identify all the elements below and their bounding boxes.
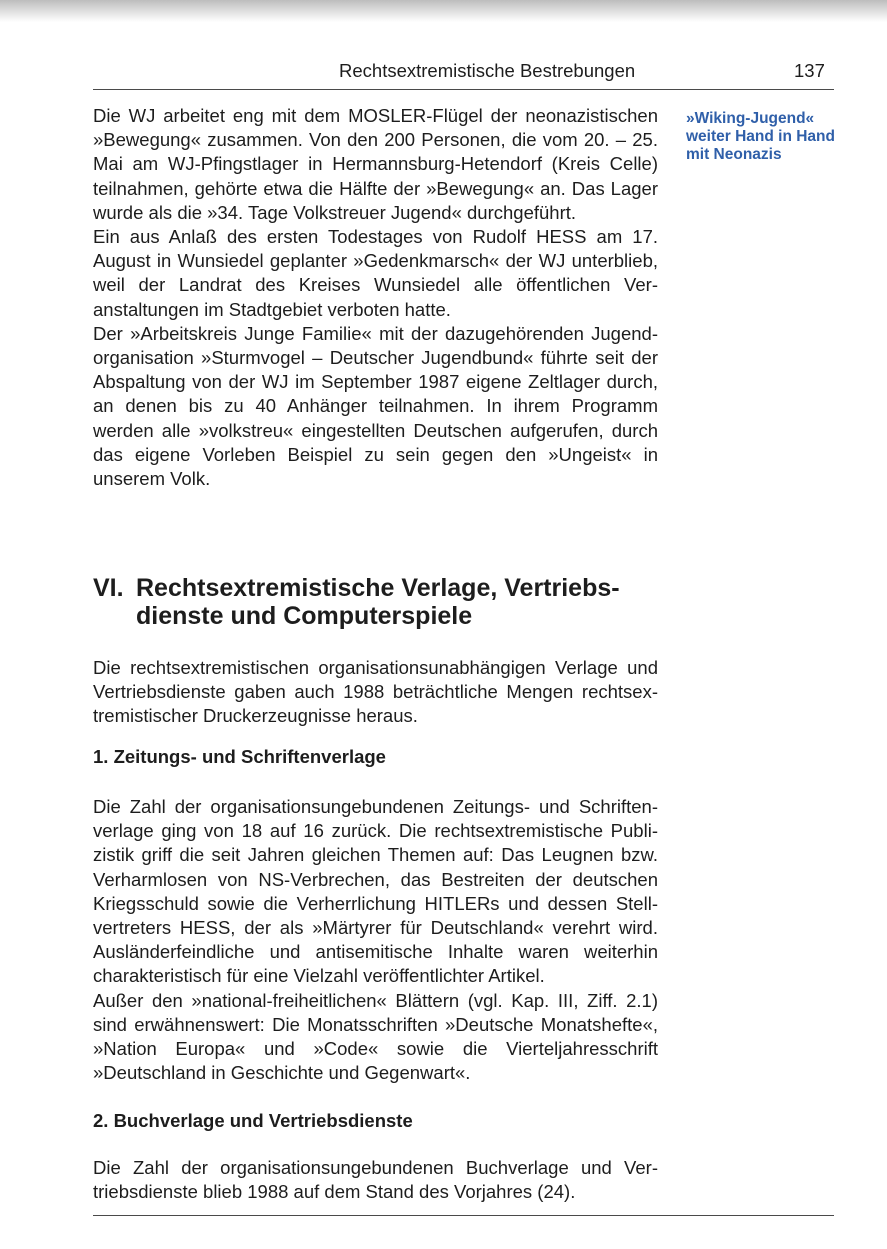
- section-1-text-block: [93, 795, 658, 1085]
- paragraph: Die Zahl der organisationsungebundenen Zeitungs- und Schriftenverlage ging von 18 auf 16 zurück. Die rechtsextremistische Publizistik griff die seit Jahren gleichen Themen auf: Das Leugnen bzw. Verharmlosen von NS-Verbrechen, das Bestreiten der deutschen Kriegsschuld sowie die Verherrlichung HITLERs und dessen Stellvertreters HESS, der als »Märtyrer für Deutschland« verehrt wird. Ausländerfeindliche und antisemitische Inhalte waren weiterhin charakteristisch für eine Vielzahl veröffentlichter Artikel.: [93, 796, 658, 987]
- section-heading-2: 2. Buchverlage und Vertriebsdienste: [93, 1110, 413, 1131]
- header-rule: [93, 89, 834, 90]
- scan-edge-shadow: [0, 0, 887, 22]
- intro-text-block: [93, 104, 658, 491]
- paragraph: Die Zahl der organisationsungebundenen Buchverlage und Vertriebsdienste blieb 1988 auf dem Stand des Vorjahres (24).: [93, 1157, 658, 1203]
- section-heading-1: 1. Zeitungs- und Schriftenverlage: [93, 746, 386, 767]
- chapter-intro-block: [93, 656, 658, 729]
- paragraph: Die rechtsextremistischen organisationsunabhängigen Verlage und Vertriebsdienste gaben auch 1988 beträchtliche Mengen rechtsextremistischer Druckerzeugnisse heraus.: [93, 657, 658, 727]
- paragraph: Der »Arbeitskreis Junge Familie« mit der dazugehörenden Jugendorganisation »Sturmvogel – Deutscher Jugendbund« führte seit der Abspaltung von der WJ im September 1987 eigene Zeltlager durch, an denen bis zu 40 Anhänger teilnahmen. In ihrem Programm werden alle »volkstreu« eingestellten Deutschen aufgerufen, durch das eigene Vorleben Beispiel zu sein gegen den »Ungeist« in unserem Volk.: [93, 322, 658, 490]
- page-number: 137: [794, 60, 825, 81]
- paragraph: Außer den »national-freiheitlichen« Blättern (vgl. Kap. III, Ziff. 2.1) sind erwähnenswert: Die Monatsschriften »Deutsche Monatshefte«, »Nation Europa« und »Code« sowie die Vierteljahresschrift »Deutschland in Geschichte und Gegenwart«.: [93, 989, 658, 1084]
- paragraph: Die WJ arbeitet eng mit dem MOSLER-Flügel der neonazistischen »Bewegung« zusammen. Von den 200 Personen, die vom 20. – 25. Mai am WJ-Pfingstlager in Hermannsburg-Hetendorf (Kreis Celle) teilnahmen, gehörte etwa die Hälfte der »Bewegung« an. Das Lager wurde als die »34. Tage Volkstreuer Jugend« durchgeführt.: [93, 105, 658, 223]
- margin-note: »Wiking-Jugend« weiter Hand in Hand mit Neonazis: [686, 110, 835, 163]
- paragraph: Ein aus Anlaß des ersten Todestages von Rudolf HESS am 17. August in Wunsiedel geplanter »Gedenkmarsch« der WJ unterblieb, weil der Landrat des Kreises Wunsiedel alle öffentlichen Veranstaltungen im Stadtgebiet verboten hatte.: [93, 226, 658, 320]
- section-2-text-block: [93, 1156, 658, 1204]
- footer-rule: [93, 1215, 834, 1216]
- chapter-title: Rechtsextremistische Verlage, Vertriebsdienste und Computerspiele: [136, 574, 620, 630]
- chapter-number: VI.: [93, 574, 124, 602]
- running-header-title: Rechtsextremistische Bestrebungen: [339, 60, 636, 81]
